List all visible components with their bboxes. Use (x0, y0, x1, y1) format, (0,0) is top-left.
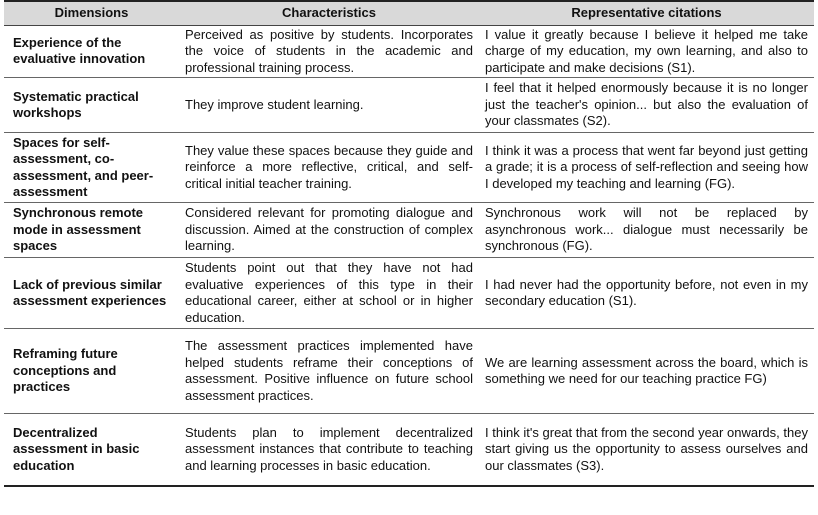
header-dimensions: Dimensions (4, 1, 179, 25)
findings-table (4, 0, 814, 487)
header-representative-citations: Representative citations (479, 1, 814, 25)
dimension-cell: Systematic practical workshops (4, 78, 179, 133)
table-body (4, 25, 814, 486)
table-row (4, 329, 814, 414)
characteristics-cell: Considered relevant for promoting dialogue and discussion. Aimed at the construction of complex learning. (179, 203, 479, 258)
table-row (4, 133, 814, 203)
table-row (4, 25, 814, 78)
dimension-cell: Decentralized assessment in basic education (4, 414, 179, 486)
citation-cell: I had never had the opportunity before, not even in my secondary education (S1). (479, 258, 814, 329)
citation-cell: I think it was a process that went far beyond just getting a grade; it is a process of self-reflection and seeing how I developed my teaching and learning (FG). (479, 133, 814, 203)
characteristics-cell: Perceived as positive by students. Incorporates the voice of students in the academic and professional training process. (179, 25, 479, 78)
characteristics-cell: Students point out that they have not had evaluative experiences of this type in their educational career, either at school or in higher education. (179, 258, 479, 329)
citation-cell: We are learning assessment across the board, which is something we need for our teaching practice FG) (479, 329, 814, 414)
table-header (4, 1, 814, 25)
header-row (4, 1, 814, 25)
dimension-cell: Lack of previous similar assessment experiences (4, 258, 179, 329)
characteristics-cell: Students plan to implement decentralized assessment instances that contribute to teaching and learning processes in basic education. (179, 414, 479, 486)
dimension-cell: Spaces for self-assessment, co-assessment, and peer-assessment (4, 133, 179, 203)
table-row (4, 203, 814, 258)
citation-cell: I feel that it helped enormously because it is no longer just the teacher's opinion... but also the evaluation of your classmates (S2). (479, 78, 814, 133)
citation-cell: I think it's great that from the second year onwards, they start giving us the opportunity to assess ourselves and our classmates (S3). (479, 414, 814, 486)
dimension-cell: Reframing future conceptions and practices (4, 329, 179, 414)
characteristics-cell: The assessment practices implemented have helped students reframe their conceptions of assessment. Positive influence on future school assessment practices. (179, 329, 479, 414)
citation-cell: Synchronous work will not be replaced by asynchronous work... dialogue must necessarily be synchronous (FG). (479, 203, 814, 258)
header-characteristics: Characteristics (179, 1, 479, 25)
table-row (4, 414, 814, 486)
dimension-cell: Experience of the evaluative innovation (4, 25, 179, 78)
citation-cell: I value it greatly because I believe it helped me take charge of my education, my own learning, and also to participate and make decisions (S1). (479, 25, 814, 78)
dimension-cell: Synchronous remote mode in assessment spaces (4, 203, 179, 258)
characteristics-cell: They improve student learning. (179, 78, 479, 133)
characteristics-cell: They value these spaces because they guide and reinforce a more reflective, critical, and self-critical initial teacher training. (179, 133, 479, 203)
table-row (4, 258, 814, 329)
table-row (4, 78, 814, 133)
